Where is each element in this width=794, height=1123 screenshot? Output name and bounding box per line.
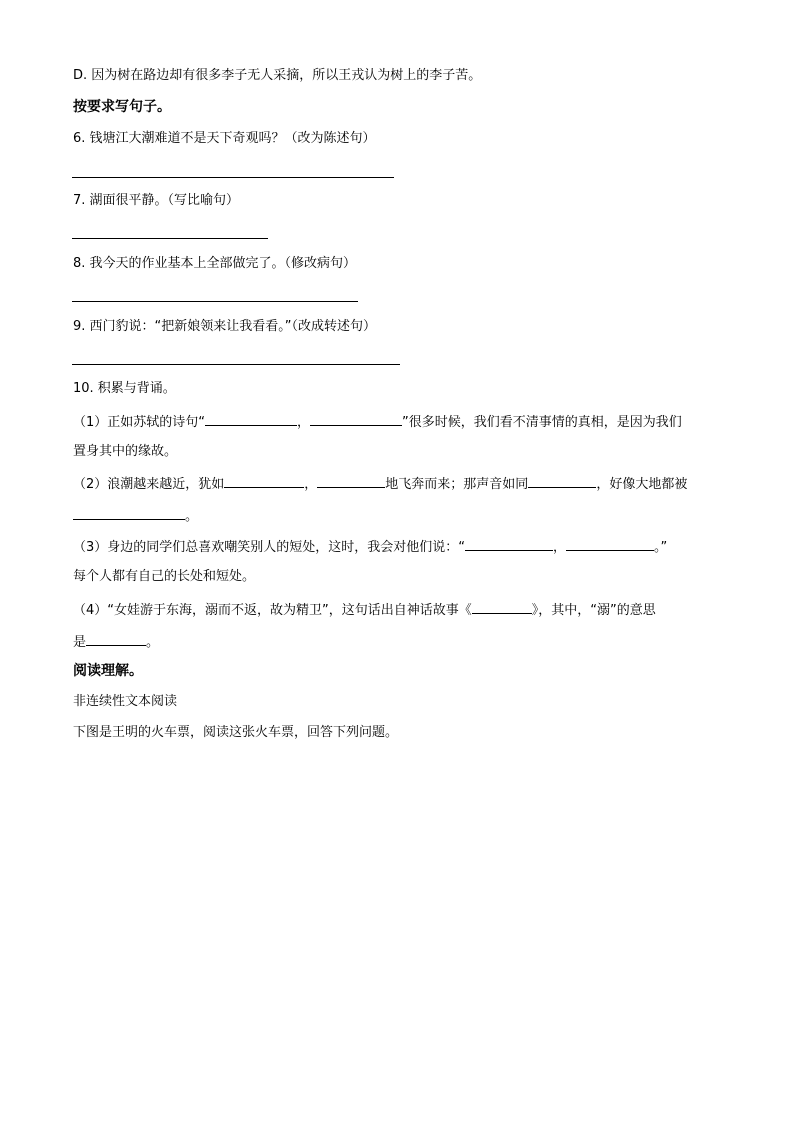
question-10-3 xyxy=(73,537,667,557)
blank-q10-2-b[interactable] xyxy=(317,474,385,488)
q10-2-prefix: （2）浪潮越来越近，犹如 xyxy=(73,477,225,492)
section-heading-reading: 阅读理解。 xyxy=(73,663,143,679)
question-10-1 xyxy=(73,412,682,432)
q10-1-suffix: ”很多时候，我们看不清事情的真相，是因为我们 xyxy=(402,415,682,430)
question-10-1-line2: 置身其中的缘故。 xyxy=(73,444,178,459)
q10-4-end: 。 xyxy=(146,635,160,650)
question-10-2 xyxy=(73,474,687,494)
blank-q10-3-b[interactable] xyxy=(566,537,654,551)
subsection-heading: 非连续性文本阅读 xyxy=(73,694,178,709)
question-7: 7. 湖面很平静。（写比喻句） xyxy=(73,193,240,208)
question-10-4 xyxy=(73,600,656,620)
q10-2-sep: ， xyxy=(304,477,318,492)
answer-line-q8[interactable] xyxy=(72,301,358,302)
q10-2-end: 。 xyxy=(185,509,199,524)
q10-3-sep: ， xyxy=(553,540,567,555)
question-6: 6. 钱塘江大潮难道不是天下奇观吗？（改为陈述句） xyxy=(73,131,376,146)
answer-line-q7[interactable] xyxy=(72,238,268,239)
question-9: 9. 西门豹说：“把新娘领来让我看看。”（改成转述句） xyxy=(73,319,377,334)
blank-q10-1-a[interactable] xyxy=(205,412,297,426)
q10-4-prefix: （4）“女娃游于东海，溺而不返，故为精卫”，这句话出自神话故事《 xyxy=(73,603,472,618)
section-heading-sentences: 按要求写句子。 xyxy=(73,99,171,115)
q10-1-prefix: （1）正如苏轼的诗句“ xyxy=(73,415,206,430)
q10-4-suffix: 》，其中，“溺”的意思 xyxy=(531,603,656,618)
q10-2-suffix: ，好像大地都被 xyxy=(596,477,688,492)
question-10-3-line2: 每个人都有自己的长处和短处。 xyxy=(73,569,256,584)
question-10-4-line2 xyxy=(73,632,159,652)
q10-2-middle: 地飞奔而来；那声音如同 xyxy=(385,477,529,492)
blank-q10-4-a[interactable] xyxy=(472,600,532,614)
question-8: 8. 我今天的作业基本上全部做完了。（修改病句） xyxy=(73,256,357,271)
blank-q10-2-c[interactable] xyxy=(528,474,596,488)
q10-3-prefix: （3）身边的同学们总喜欢嘲笑别人的短处，这时，我会对他们说：“ xyxy=(73,540,466,555)
option-d-text: D. 因为树在路边却有很多李子无人采摘，所以王戎认为树上的李子苦。 xyxy=(73,68,482,83)
answer-line-q6[interactable] xyxy=(72,177,394,178)
blank-q10-3-a[interactable] xyxy=(465,537,553,551)
blank-q10-4-b[interactable] xyxy=(86,632,146,646)
question-10-2-line2 xyxy=(73,506,198,526)
question-10: 10. 积累与背诵。 xyxy=(73,381,176,396)
answer-line-q9[interactable] xyxy=(72,364,400,365)
blank-q10-2-a[interactable] xyxy=(224,474,304,488)
q10-1-sep: ， xyxy=(297,415,311,430)
q10-4-line2-prefix: 是 xyxy=(73,635,87,650)
blank-q10-2-d[interactable] xyxy=(73,506,185,520)
reading-intro: 下图是王明的火车票，阅读这张火车票，回答下列问题。 xyxy=(73,725,399,740)
q10-3-suffix: 。” xyxy=(654,540,668,555)
blank-q10-1-b[interactable] xyxy=(310,412,402,426)
